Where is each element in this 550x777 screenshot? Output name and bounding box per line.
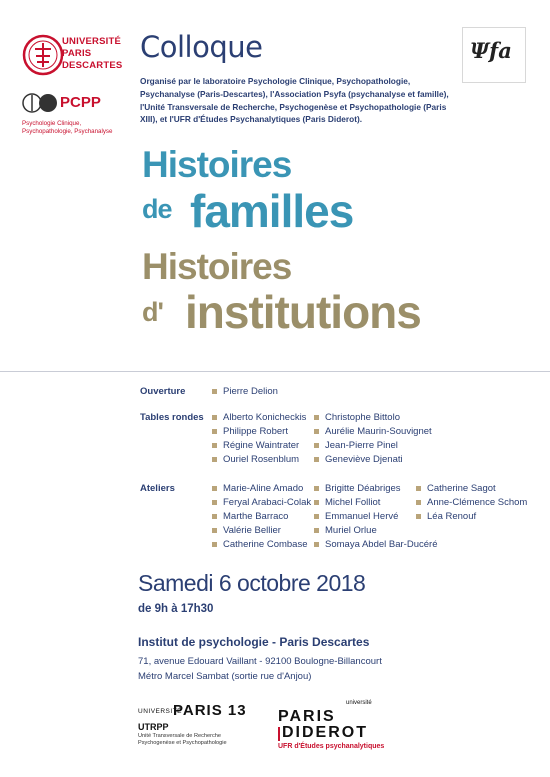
- speaker-name: Somaya Abdel Bar-Ducéré: [325, 538, 438, 550]
- pcpp-mark-icon: [22, 90, 58, 116]
- speaker-name: Anne-Clémence Schom: [427, 496, 528, 508]
- speaker-name: Ouriel Rosenblum: [223, 453, 300, 465]
- list-item: [212, 523, 311, 537]
- paris-diderot-logo: [278, 700, 398, 752]
- page-title: Colloque: [140, 30, 263, 64]
- headline-institutions: institutions: [185, 286, 421, 338]
- list-item: [212, 424, 306, 438]
- ouverture-list: [212, 384, 278, 398]
- ateliers-col3: [416, 481, 527, 523]
- list-item: [314, 523, 437, 537]
- speaker-name: Marthe Barraco: [223, 510, 289, 522]
- event-metro: Métro Marcel Sambat (sortie rue d'Anjou): [138, 671, 312, 682]
- pd7-line2: DIDEROT: [282, 724, 368, 741]
- ouverture-label: Ouverture: [140, 386, 186, 397]
- paris-descartes-seal-icon: [22, 34, 64, 76]
- speaker-name: Marie-Aline Amado: [223, 482, 304, 494]
- list-item: [212, 509, 311, 523]
- list-item: [212, 452, 306, 466]
- bullet-square-icon: [212, 443, 217, 448]
- headline-histoires-1: Histoires: [142, 144, 292, 185]
- bullet-square-icon: [416, 500, 421, 505]
- speaker-name: Léa Renouf: [427, 510, 477, 522]
- event-address: 71, avenue Edouard Vaillant - 92100 Boulogne-Billancourt: [138, 656, 382, 667]
- divider: [0, 371, 550, 372]
- organizers-text: Organisé par le laboratoire Psychologie Clinique, Psychopathologie, Psychanalyse (Paris-Descartes), l'Association Psyfa (psychanalyse et famille), l'Unité Transversale de Recherche, Psychogenèse et Psychopathologie (Paris XIII), et l'UFR d'Études Psychanalytiques (Paris Diderot).: [140, 76, 449, 125]
- event-venue: Institut de psychologie - Paris Descartes: [138, 635, 370, 649]
- speaker-name: Feryal Arabaci-Colak: [223, 496, 312, 508]
- pcpp-name: PCPP: [60, 94, 101, 111]
- pd7-line1: PARIS: [278, 708, 336, 725]
- pcpp-sub-line2: Psychopathologie, Psychanalyse: [22, 128, 113, 135]
- list-item: [314, 537, 437, 551]
- bullet-square-icon: [314, 500, 319, 505]
- speaker-name: Geneviève Djenati: [325, 453, 403, 465]
- pcpp-logo: [20, 88, 130, 138]
- speaker-name: Emmanuel Hervé: [325, 510, 399, 522]
- speaker-name: Christophe Bittolo: [325, 411, 400, 423]
- bullet-square-icon: [314, 542, 319, 547]
- bullet-square-icon: [314, 429, 319, 434]
- pcpp-sub-line1: Psychologie Clinique,: [22, 120, 82, 127]
- speaker-name: Catherine Sagot: [427, 482, 496, 494]
- headline-familles: familles: [190, 185, 354, 237]
- list-item: [212, 384, 278, 398]
- speaker-name: Michel Folliot: [325, 496, 381, 508]
- list-item: [212, 438, 306, 452]
- speaker-name: Alberto Konicheckis: [223, 411, 307, 423]
- bullet-square-icon: [314, 457, 319, 462]
- list-item: [416, 495, 527, 509]
- bullet-square-icon: [212, 457, 217, 462]
- bullet-square-icon: [314, 514, 319, 519]
- ateliers-label: Ateliers: [140, 483, 175, 494]
- bullet-square-icon: [212, 389, 217, 394]
- tables-rondes-col2: [314, 410, 432, 466]
- bullet-square-icon: [416, 486, 421, 491]
- bullet-square-icon: [212, 500, 217, 505]
- bullet-square-icon: [212, 415, 217, 420]
- univ-logo-line2: PARIS: [62, 48, 92, 59]
- list-item: [416, 481, 527, 495]
- speaker-name: Brigitte Déabriges: [325, 482, 401, 494]
- speaker-name: Philippe Robert: [223, 425, 288, 437]
- list-item: [314, 424, 432, 438]
- headline-de: de: [142, 194, 172, 224]
- p13-univ: UNIVERSITÉ: [138, 708, 183, 715]
- univ-logo-line1: UNIVERSITÉ: [62, 36, 122, 47]
- bullet-square-icon: [212, 542, 217, 547]
- tables-rondes-col1: [212, 410, 306, 466]
- list-item: [314, 410, 432, 424]
- bullet-square-icon: [314, 528, 319, 533]
- speaker-name: Catherine Combase: [223, 538, 308, 550]
- p13-utrpp: UTRPP: [138, 722, 169, 732]
- list-item: [212, 481, 311, 495]
- list-item: [212, 537, 311, 551]
- speaker-name: Régine Waintrater: [223, 439, 300, 451]
- univ-logo-line3: DESCARTES: [62, 60, 123, 71]
- list-item: [212, 410, 306, 424]
- bullet-square-icon: [314, 443, 319, 448]
- speaker-name: Muriel Orlue: [325, 524, 377, 536]
- pd7-red-bar: [278, 727, 280, 741]
- bullet-square-icon: [314, 415, 319, 420]
- bullet-square-icon: [212, 429, 217, 434]
- list-item: [314, 452, 432, 466]
- psyfa-logo: [462, 27, 526, 83]
- pd7-univ: université: [346, 700, 372, 706]
- list-item: [212, 495, 311, 509]
- list-item: [416, 509, 527, 523]
- speaker-name: Pierre Delion: [223, 385, 278, 397]
- ateliers-col1: [212, 481, 311, 551]
- list-item: [314, 438, 432, 452]
- tables-rondes-label: Tables rondes: [140, 412, 204, 423]
- psyfa-logo-text: Ψfa: [470, 38, 512, 63]
- bullet-square-icon: [212, 514, 217, 519]
- p13-paris: PARIS 13: [173, 702, 247, 719]
- pd7-ufr: UFR d'Études psychanalytiques: [278, 743, 385, 750]
- speaker-name: Valérie Bellier: [223, 524, 281, 536]
- speaker-name: Jean-Pierre Pinel: [325, 439, 398, 451]
- paris13-logo: [138, 700, 258, 750]
- event-date: Samedi 6 octobre 2018: [138, 570, 366, 596]
- bullet-square-icon: [212, 528, 217, 533]
- p13-sub-line1: Unité Transversale de Recherche: [138, 733, 222, 739]
- speaker-name: Aurélie Maurin-Souvignet: [325, 425, 432, 437]
- bullet-square-icon: [416, 514, 421, 519]
- p13-sub-line2: Psychogenèse et Psychopathologie: [138, 740, 227, 746]
- paris-descartes-logo: [22, 34, 132, 84]
- bullet-square-icon: [314, 486, 319, 491]
- headline-d: d': [142, 297, 163, 327]
- headline-histoires-2: Histoires: [142, 246, 292, 287]
- event-hours: de 9h à 17h30: [138, 603, 214, 615]
- bullet-square-icon: [212, 486, 217, 491]
